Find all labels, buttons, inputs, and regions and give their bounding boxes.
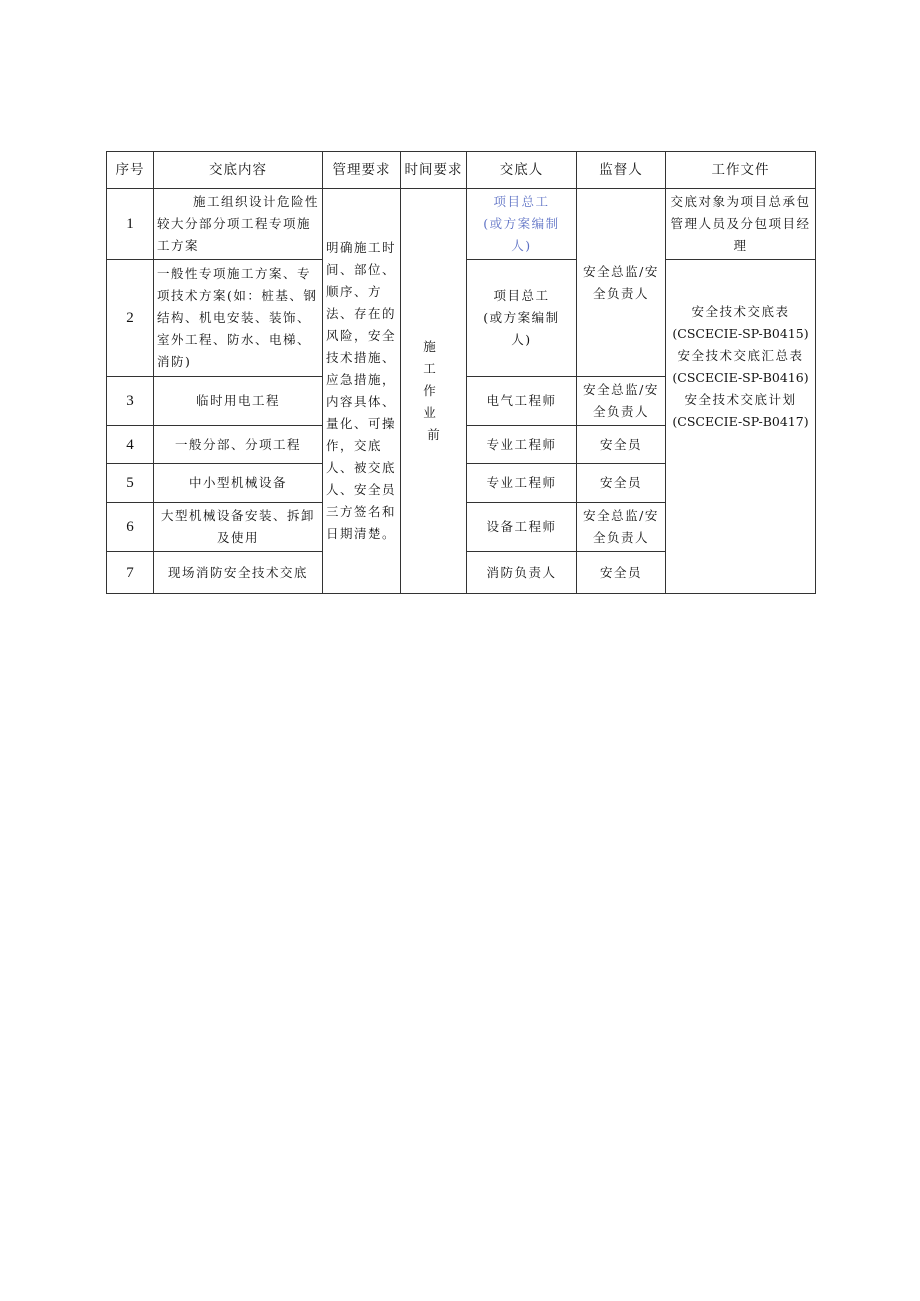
header-requirements: 管理要求 xyxy=(323,152,401,189)
row-content-rest: 较大分部分项工程专项施工方案 xyxy=(157,216,312,253)
discloser-line: 项目总工 xyxy=(493,194,550,209)
row-content xyxy=(154,189,323,260)
time-line-1: 施工 xyxy=(423,339,462,376)
row-supervisor: 安全总监/安全负责人 xyxy=(577,189,666,377)
row-content: 一般分部、分项工程 xyxy=(154,426,323,464)
row-seq: 5 xyxy=(107,464,154,503)
header-content: 交底内容 xyxy=(154,152,323,189)
row-content: 中小型机械设备 xyxy=(154,464,323,503)
row-supervisor: 安全总监/安全负责人 xyxy=(577,503,666,552)
row-supervisor: 安全员 xyxy=(577,552,666,594)
row-discloser: 专业工程师 xyxy=(467,464,577,503)
row-supervisor: 安全总监/安全负责人 xyxy=(577,377,666,426)
row-seq: 1 xyxy=(107,189,154,260)
row-content: 一般性专项施工方案、专项技术方案(如：桩基、钢结构、机电安装、装饰、室外工程、防水、电梯、消防) xyxy=(154,260,323,377)
row-discloser: 设备工程师 xyxy=(467,503,577,552)
table-row xyxy=(107,189,816,260)
document-code: (CSCECIE-SP-B0415) xyxy=(672,325,809,341)
document-code: (CSCECIE-SP-B0416) xyxy=(672,369,809,385)
row-discloser: 消防负责人 xyxy=(467,552,577,594)
document-name: 安全技术交底表 xyxy=(691,303,790,319)
discloser-line: 项目总工 xyxy=(493,288,550,303)
row-supervisor: 安全员 xyxy=(577,464,666,503)
row-seq: 4 xyxy=(107,426,154,464)
row-content: 临时用电工程 xyxy=(154,377,323,426)
row-content: 大型机械设备安装、拆卸及使用 xyxy=(154,503,323,552)
row-content: 现场消防安全技术交底 xyxy=(154,552,323,594)
header-row xyxy=(107,152,816,189)
safety-disclosure-table xyxy=(106,151,816,594)
row-supervisor: 安全员 xyxy=(577,426,666,464)
row-discloser xyxy=(467,260,577,377)
document-name: 安全技术交底计划 xyxy=(684,391,797,407)
discloser-line: (或方案编制 xyxy=(483,310,560,325)
document-code: (CSCECIE-SP-B0417) xyxy=(672,413,809,429)
time-line-3: 前 xyxy=(427,427,440,442)
document-name: 安全技术交底汇总表 xyxy=(677,347,804,363)
discloser-line: (或方案编制 xyxy=(483,216,560,231)
row-seq: 7 xyxy=(107,552,154,594)
row-discloser: 专业工程师 xyxy=(467,426,577,464)
row-seq: 2 xyxy=(107,260,154,377)
header-documents: 工作文件 xyxy=(666,152,816,189)
header-supervisor: 监督人 xyxy=(577,152,666,189)
discloser-line: 人) xyxy=(511,332,532,347)
work-documents xyxy=(666,260,816,594)
discloser-line: 人) xyxy=(511,238,532,253)
management-requirements: 明确施工时间、部位、顺序、方法、存在的风险，安全技术措施、应急措施，内容具体、量化、可操作，交底人、被交底人、安全员三方签名和日期清楚。 xyxy=(323,189,401,594)
header-discloser: 交底人 xyxy=(467,152,577,189)
row-discloser xyxy=(467,189,577,260)
time-requirement xyxy=(401,189,467,594)
row-discloser: 电气工程师 xyxy=(467,377,577,426)
header-time: 时间要求 xyxy=(401,152,467,189)
row-content-line: 施工组织设计危险性 xyxy=(193,194,320,209)
time-line-2: 作业 xyxy=(423,383,462,420)
header-seq: 序号 xyxy=(107,152,154,189)
row-seq: 3 xyxy=(107,377,154,426)
documents-row1: 交底对象为项目总承包管理人员及分包项目经理 xyxy=(666,189,816,260)
row-seq: 6 xyxy=(107,503,154,552)
